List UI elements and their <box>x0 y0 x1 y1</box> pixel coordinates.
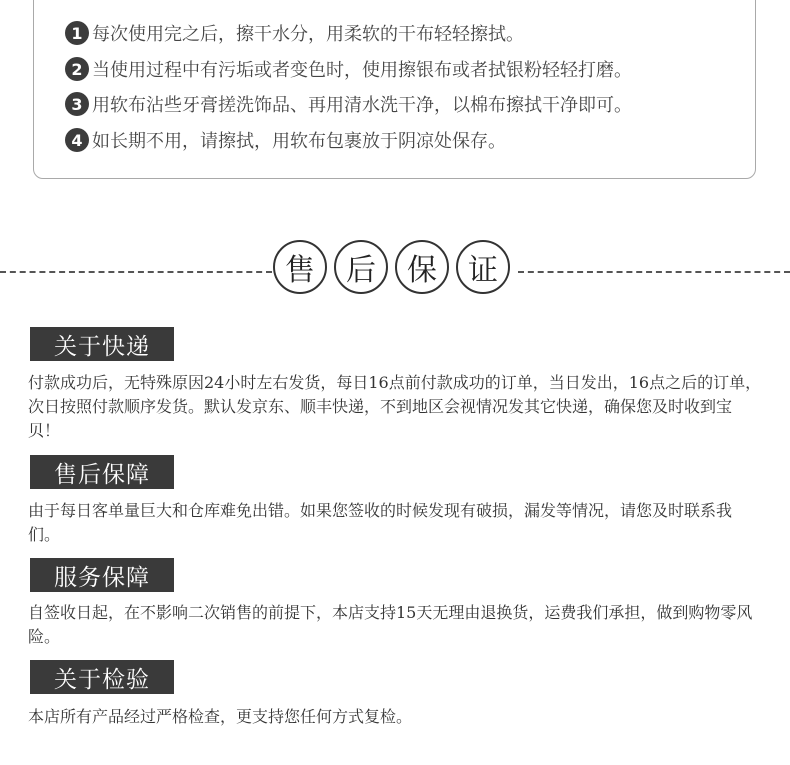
heading-char-ring: 后 <box>334 240 388 294</box>
number-badge: 4 <box>65 128 89 152</box>
care-item-text: 每次使用完之后，擦干水分，用柔软的干布轻轻擦拭。 <box>92 24 524 45</box>
number-badge: 1 <box>65 21 89 45</box>
after-sales-section-body: 由于每日客单量巨大和仓库难免出错。如果您签收的时候发现有破损，漏发等情况，请您及时联系我们。 <box>28 501 733 544</box>
heading-char-ring: 保 <box>395 240 449 294</box>
care-item-4 <box>65 127 506 153</box>
inspection-section-title: 关于检验 <box>30 660 174 694</box>
divider-right <box>518 271 790 273</box>
care-item-text: 当使用过程中有污垢或者变色时，使用擦银布或者拭银粉轻轻打磨。 <box>92 60 632 81</box>
heading-char-ring: 售 <box>273 240 327 294</box>
shipping-section-body: 付款成功后，无特殊原因24小时左右发货，每日16点前付款成功的订单，当日发出，16点之后的订单，次日按照付款顺序发货。默认发京东、顺丰快递，不到地区会视情况发其它快递，确保您及时收到宝贝！ <box>28 373 762 440</box>
care-item-2 <box>65 56 632 82</box>
inspection-section-body: 本店所有产品经过严格检查，更支持您任何方式复检。 <box>28 707 413 726</box>
shipping-section-title: 关于快递 <box>30 327 174 361</box>
service-section-title: 服务保障 <box>30 558 174 592</box>
care-item-1 <box>65 20 524 46</box>
care-item-3 <box>65 91 632 117</box>
divider-left <box>0 271 272 273</box>
after-sales-section-title: 售后保障 <box>30 455 174 489</box>
number-badge: 2 <box>65 57 89 81</box>
number-badge: 3 <box>65 92 89 116</box>
care-item-text: 如长期不用，请擦拭，用软布包裹放于阴凉处保存。 <box>92 131 506 152</box>
heading-char-ring: 证 <box>456 240 510 294</box>
care-item-text: 用软布沾些牙膏搓洗饰品、再用清水洗干净，以棉布擦拭干净即可。 <box>92 95 632 116</box>
service-section-body: 自签收日起，在不影响二次销售的前提下，本店支持15天无理由退换货，运费我们承担，做到购物零风险。 <box>28 603 753 646</box>
